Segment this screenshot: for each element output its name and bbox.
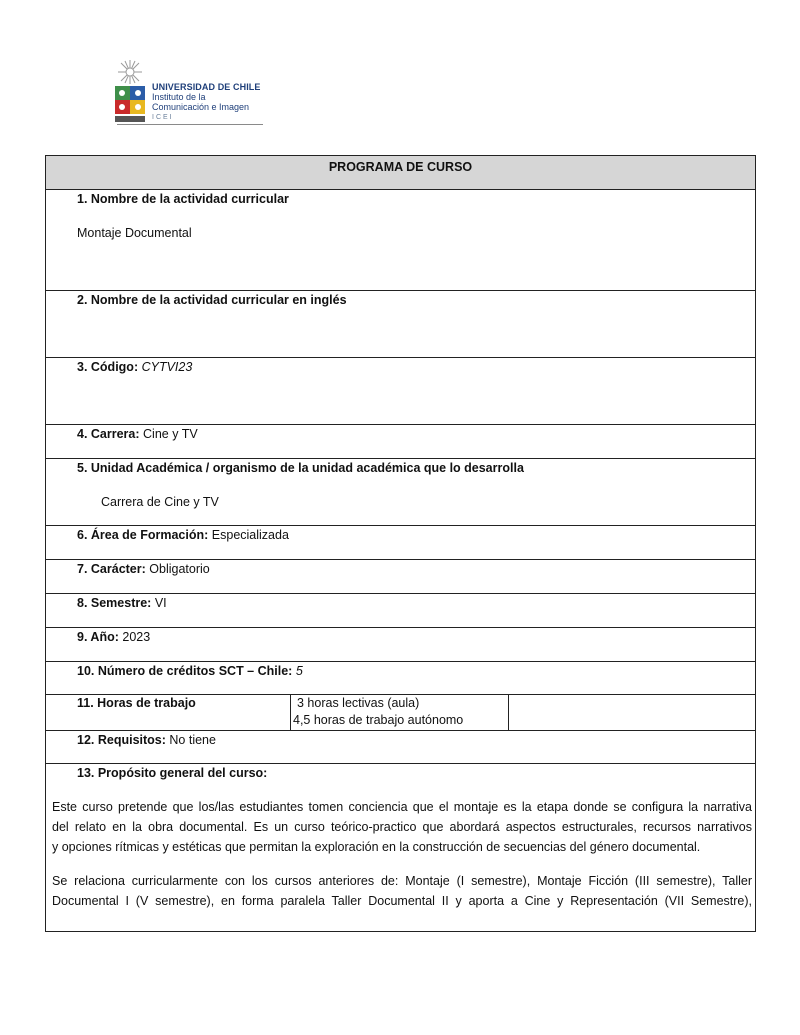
- section-requirements: [46, 731, 755, 764]
- career-label: 4. Carrera:: [77, 427, 140, 441]
- semester-value: VI: [154, 596, 167, 610]
- section-activity-name: [46, 190, 755, 291]
- university-logo: [113, 58, 263, 128]
- section-label: [77, 596, 167, 610]
- hours-autonomous: 4,5 horas de trabajo autónomo: [293, 713, 464, 727]
- section-label: [77, 733, 216, 747]
- column-divider: [290, 695, 291, 730]
- section-purpose: [46, 764, 755, 931]
- section-label: 2. Nombre de la actividad curricular en inglés: [77, 293, 347, 307]
- career-value: Cine y TV: [143, 427, 198, 441]
- section-label: [77, 528, 289, 542]
- program-title: PROGRAMA DE CURSO: [328, 160, 473, 174]
- section-label: [77, 427, 198, 441]
- section-label: 5. Unidad Académica / organismo de la unidad académica que lo desarrolla: [77, 461, 524, 475]
- credits-value: 5: [295, 664, 303, 678]
- academic-unit-value: Carrera de Cine y TV: [101, 495, 219, 509]
- training-area-value: Especializada: [211, 528, 289, 542]
- character-label: 7. Carácter:: [77, 562, 146, 576]
- purpose-paragraph-1-line-3: y opciones rítmicas y estéticas que permitan la exploración en la construcción de secuencias del género documental.: [52, 840, 701, 854]
- character-value: Obligatorio: [149, 562, 210, 576]
- section-activity-name-english: [46, 291, 755, 358]
- section-label: 13. Propósito general del curso:: [77, 766, 268, 780]
- section-character: [46, 560, 755, 594]
- section-label: [77, 630, 150, 644]
- section-label: 1. Nombre de la actividad curricular: [77, 192, 289, 206]
- logo-institute-line2: Comunicación e Imagen: [152, 102, 250, 112]
- logo-text: [152, 82, 261, 123]
- training-area-label: 6. Área de Formación:: [77, 528, 209, 542]
- code-value: CYTVI23: [141, 360, 193, 374]
- hours-lectivas: 3 horas lectivas (aula): [297, 696, 420, 710]
- logo-acronym: ICEI: [152, 114, 174, 121]
- section-credits: [46, 662, 755, 695]
- section-career: [46, 425, 755, 459]
- section-semester: [46, 594, 755, 628]
- purpose-paragraph-1-line-1: Este curso pretende que los/las estudiantes tomen conciencia que el montaje es la etapa donde se configura la narrativa: [52, 800, 752, 814]
- program-table: [45, 155, 756, 932]
- table-header: [46, 156, 755, 190]
- credits-label: 10. Número de créditos SCT – Chile:: [77, 664, 293, 678]
- logo-institute-line1: Instituto de la: [152, 92, 206, 102]
- requirements-value: No tiene: [169, 733, 216, 747]
- section-label: [77, 664, 303, 678]
- section-label: [77, 562, 210, 576]
- section-academic-unit: [46, 459, 755, 526]
- purpose-paragraph-2-line-2: Documental I (V semestre), en forma paralela Taller Documental II y aporta a Cine y Representación (VII Semestre),: [52, 894, 752, 908]
- purpose-paragraph-1-line-2: del relato en la obra documental. Es un curso teórico-practico que abordará aspectos estructurales, recursos narrativos: [52, 820, 752, 834]
- section-label: [77, 360, 192, 374]
- activity-name-value: Montaje Documental: [77, 226, 192, 240]
- logo-university-name: UNIVERSIDAD DE CHILE: [152, 82, 261, 92]
- column-divider: [508, 695, 509, 730]
- university-emblem-icon: [113, 58, 147, 124]
- section-label: 11. Horas de trabajo: [77, 696, 196, 710]
- requirements-label: 12. Requisitos:: [77, 733, 166, 747]
- section-year: [46, 628, 755, 662]
- year-label: 9. Año:: [77, 630, 119, 644]
- semester-label: 8. Semestre:: [77, 596, 152, 610]
- purpose-paragraph-2-line-1: Se relaciona curricularmente con los cursos anteriores de: Montaje (I semestre), Montaje Ficción (III semestre), Taller: [52, 874, 752, 888]
- section-work-hours: [46, 695, 755, 731]
- code-label: 3. Código:: [77, 360, 139, 374]
- section-code: [46, 358, 755, 425]
- logo-underline: [117, 124, 263, 125]
- section-training-area: [46, 526, 755, 560]
- year-value: 2023: [122, 630, 151, 644]
